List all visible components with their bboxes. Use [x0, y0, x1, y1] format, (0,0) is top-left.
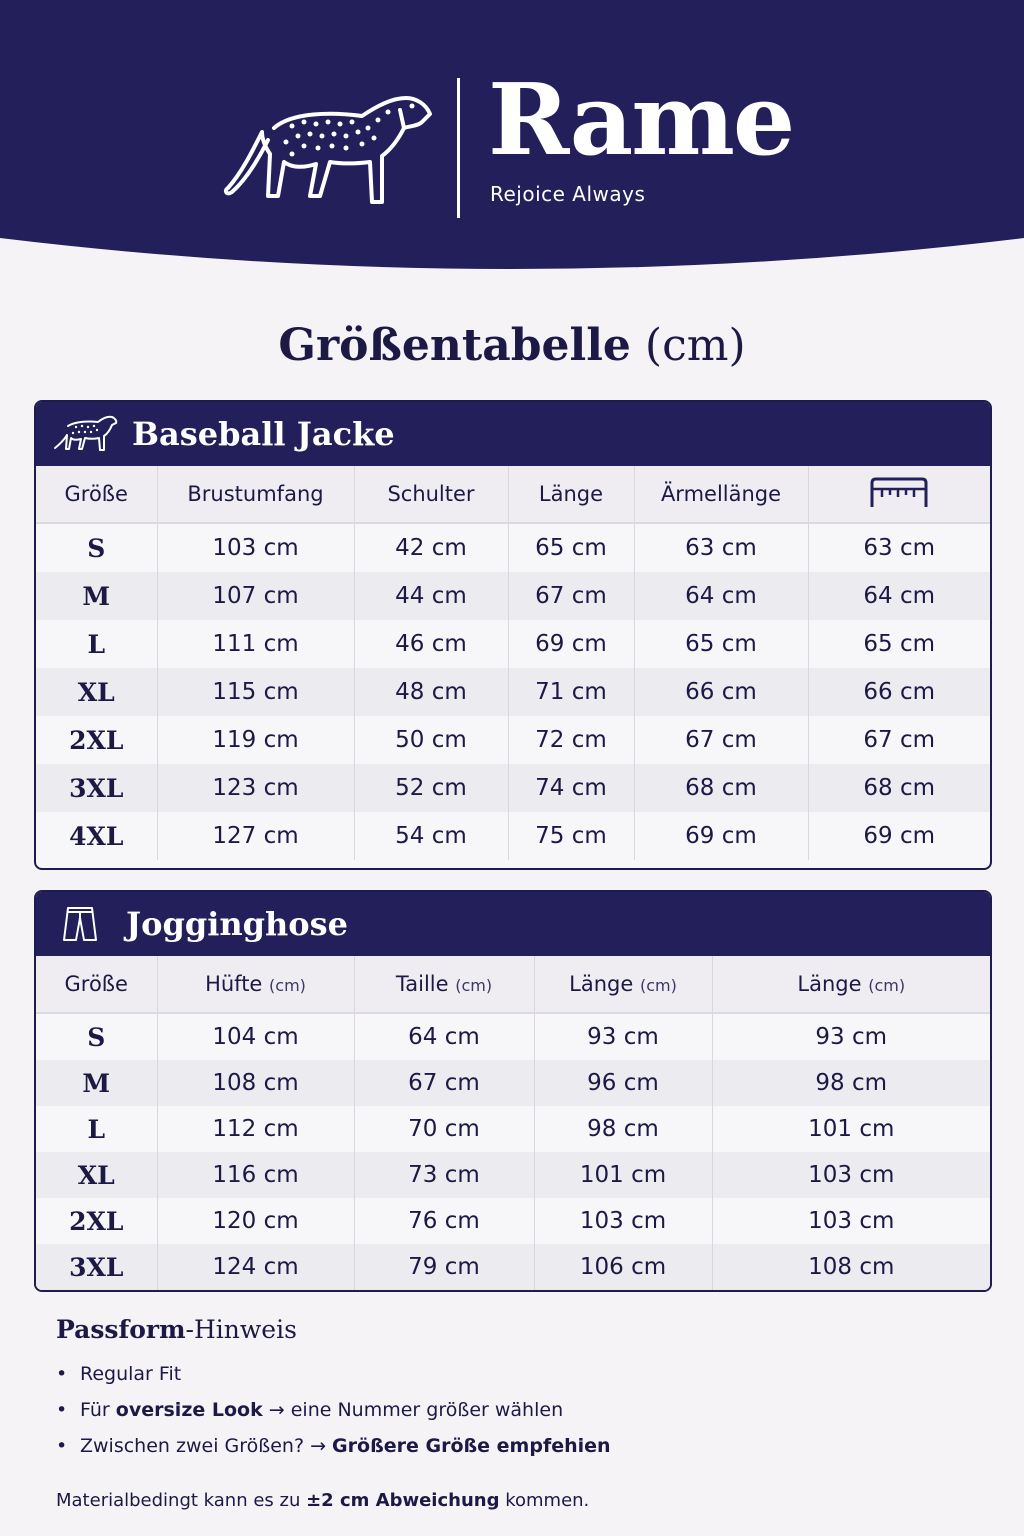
table-row	[36, 1060, 990, 1106]
fit-note-item	[56, 1392, 976, 1428]
pants-size-table	[36, 956, 990, 1290]
col-header-length-2	[712, 956, 990, 1013]
measurement-cell: 63 cm	[634, 523, 808, 572]
emphasis-text: ±2 cm Abweichung	[306, 1490, 500, 1511]
table-row	[36, 1152, 990, 1198]
col-header-waist	[354, 956, 534, 1013]
measurement-cell: 54 cm	[354, 812, 508, 860]
measurement-cell: 101 cm	[808, 1116, 895, 1142]
table-row	[36, 1106, 990, 1152]
pants-icon	[60, 904, 100, 944]
col-header-sleeve: Ärmellänge	[634, 466, 808, 523]
note-text: → eine Nummer größer wählen	[262, 1399, 564, 1421]
measurement-cell: 123 cm	[157, 764, 354, 812]
measurement-cell: 52 cm	[354, 764, 508, 812]
col-header-label: Taille	[395, 972, 449, 996]
measurement-cell: 104 cm	[157, 1013, 354, 1060]
table-row	[36, 572, 990, 620]
measurement-cell: 103 cm	[157, 523, 354, 572]
col-header-label: Hüfte	[205, 972, 263, 996]
table-row	[36, 1198, 990, 1244]
measurement-cell: 120 cm	[157, 1198, 354, 1244]
logo-divider	[457, 78, 460, 218]
table-header-row	[36, 466, 990, 523]
measurement-cell: 66 cm	[634, 668, 808, 716]
jacket-size-card	[34, 400, 992, 870]
cheetah-icon	[52, 414, 118, 454]
table-row	[36, 668, 990, 716]
note-text: Materialbedingt kann es zu	[56, 1490, 307, 1511]
measurement-cell: 65 cm	[863, 631, 936, 657]
note-text: Zwischen zwei Größen? →	[80, 1435, 333, 1457]
table-row	[36, 812, 990, 860]
measurement-cell: 93 cm	[534, 1013, 712, 1060]
note-text: Regular Fit	[80, 1363, 182, 1385]
measurement-cell: 66 cm	[808, 668, 990, 716]
pants-size-card	[34, 890, 992, 1292]
measurement-cell: 69 cm	[508, 620, 634, 668]
measurement-cell: 63 cm	[863, 535, 936, 561]
size-label: XL	[36, 668, 157, 716]
measurement-cell: 64 cm	[354, 1013, 534, 1060]
measurement-cell: 65 cm	[508, 523, 634, 572]
measurement-cell: 42 cm	[354, 523, 508, 572]
measurement-cell: 69 cm	[863, 823, 936, 849]
measurement-cell: 124 cm	[157, 1244, 354, 1290]
col-header-label: Länge	[797, 972, 862, 996]
measurement-cell: 93 cm	[815, 1024, 888, 1050]
measurement-cell: 50 cm	[354, 716, 508, 764]
emphasis-text: oversize Look	[115, 1399, 263, 1421]
measurement-cell: 75 cm	[508, 812, 634, 860]
pants-card-title: Jogginghose	[126, 905, 349, 943]
fit-notes	[56, 1312, 976, 1464]
table-row	[36, 716, 990, 764]
col-header-unit: (cm)	[269, 976, 306, 995]
fit-notes-title	[56, 1312, 976, 1348]
measurement-cell: 68 cm	[808, 764, 990, 812]
table-row	[36, 620, 990, 668]
table-row	[36, 1013, 990, 1060]
material-footnote	[56, 1486, 589, 1516]
size-label: M	[36, 572, 157, 620]
col-header-chest: Brustumfang	[157, 466, 354, 523]
measurement-cell: 98 cm	[712, 1060, 990, 1106]
col-header-size: Größe	[36, 466, 157, 523]
measurement-cell: 72 cm	[508, 716, 634, 764]
measurement-cell: 76 cm	[354, 1198, 534, 1244]
measurement-cell: 44 cm	[354, 572, 508, 620]
measurement-cell: 67 cm	[634, 716, 808, 764]
col-header-shoulder: Schulter	[354, 466, 508, 523]
jacket-card-header	[36, 402, 990, 466]
measurement-cell: 116 cm	[157, 1152, 354, 1198]
measurement-cell: 70 cm	[354, 1106, 534, 1152]
measurement-cell: 64 cm	[808, 572, 990, 620]
measurement-cell: 48 cm	[354, 668, 508, 716]
measurement-cell: 67 cm	[863, 727, 936, 753]
note-text: Für	[80, 1399, 116, 1421]
table-header-row	[36, 956, 990, 1013]
measurement-cell: 101 cm	[534, 1152, 712, 1198]
col-header-size: Größe	[36, 956, 157, 1013]
table-row	[36, 1244, 990, 1290]
size-label: L	[36, 620, 157, 668]
jacket-size-table	[36, 466, 990, 860]
brand-name: Rame	[488, 63, 794, 178]
fit-notes-title-bold: Passform	[56, 1315, 186, 1344]
measurement-cell: 96 cm	[534, 1060, 712, 1106]
measurement-cell: 103 cm	[712, 1152, 990, 1198]
measurement-cell: 119 cm	[157, 716, 354, 764]
table-row	[36, 523, 990, 572]
measurement-cell: 69 cm	[634, 812, 808, 860]
measurement-cell: 107 cm	[157, 572, 354, 620]
measurement-cell: 73 cm	[354, 1152, 534, 1198]
fit-notes-list	[56, 1356, 976, 1464]
measurement-cell: 64 cm	[634, 572, 808, 620]
measurement-cell: 127 cm	[157, 812, 354, 860]
col-header-measure	[808, 466, 990, 523]
measurement-cell: 79 cm	[354, 1244, 534, 1290]
col-header-length: Länge	[508, 466, 634, 523]
page-title-unit: (cm)	[644, 320, 746, 371]
size-label: M	[36, 1060, 157, 1106]
col-header-unit: (cm)	[639, 976, 677, 995]
pants-card-header	[36, 892, 990, 956]
measurement-cell: 108 cm	[157, 1060, 354, 1106]
jacket-card-title: Baseball Jacke	[132, 415, 395, 453]
page-title-main: Größentabelle	[278, 320, 631, 371]
page-title	[0, 318, 1024, 374]
measurement-cell: 103 cm	[534, 1198, 712, 1244]
col-header-label: Länge	[569, 972, 634, 996]
measurement-cell: 106 cm	[534, 1244, 712, 1290]
col-header-unit: (cm)	[868, 976, 906, 995]
emphasis-text: Größere Größe empfehien	[332, 1435, 611, 1457]
size-label: S	[36, 523, 157, 572]
size-label: 4XL	[36, 812, 157, 860]
measurement-cell: 112 cm	[157, 1106, 354, 1152]
measuring-tape-icon	[868, 475, 930, 509]
measurement-cell: 46 cm	[354, 620, 508, 668]
measurement-cell: 68 cm	[634, 764, 808, 812]
measurement-cell: 108 cm	[712, 1244, 990, 1290]
fit-note-item	[56, 1428, 976, 1464]
cheetah-logo-icon	[222, 92, 436, 210]
measurement-cell: 71 cm	[508, 668, 634, 716]
col-header-hip	[157, 956, 354, 1013]
measurement-cell: 111 cm	[157, 620, 354, 668]
brand-tagline: Rejoice Always	[490, 182, 646, 206]
fit-notes-title-rest: -Hinweis	[185, 1315, 297, 1344]
measurement-cell: 67 cm	[354, 1060, 534, 1106]
table-row	[36, 764, 990, 812]
measurement-cell: 98 cm	[534, 1106, 712, 1152]
measurement-cell: 115 cm	[157, 668, 354, 716]
measurement-cell: 65 cm	[634, 620, 808, 668]
size-label: 3XL	[36, 764, 157, 812]
size-label: L	[36, 1106, 157, 1152]
col-header-length	[534, 956, 712, 1013]
measurement-cell: 74 cm	[508, 764, 634, 812]
fit-note-item	[56, 1356, 976, 1392]
size-label: XL	[36, 1152, 157, 1198]
brand-header	[0, 0, 1024, 280]
measurement-cell: 67 cm	[508, 572, 634, 620]
size-label: 3XL	[36, 1244, 157, 1290]
size-label: S	[36, 1013, 157, 1060]
col-header-unit: (cm)	[455, 976, 493, 995]
note-text: kommen.	[499, 1490, 590, 1511]
size-label: 2XL	[36, 1198, 157, 1244]
size-label: 2XL	[36, 716, 157, 764]
measurement-cell: 103 cm	[808, 1208, 895, 1234]
